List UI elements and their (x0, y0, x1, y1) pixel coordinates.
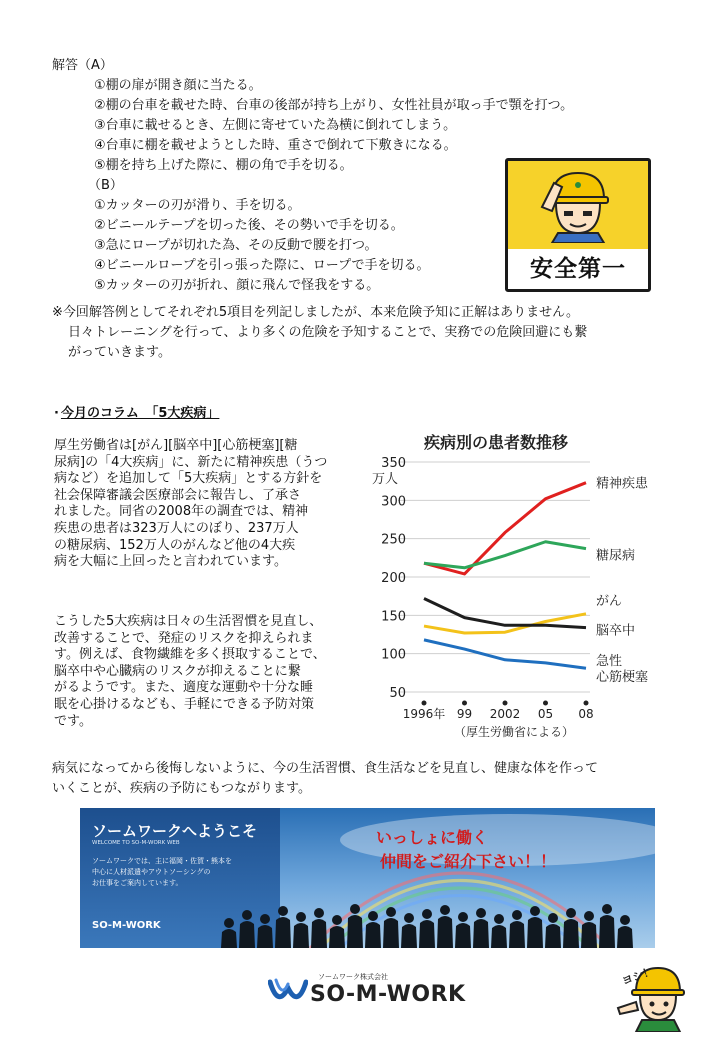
silhouette-head (584, 911, 594, 921)
silhouette-head (620, 915, 630, 925)
chart-x-tick-label: 05 (537, 707, 554, 721)
chart-series-label: がん (596, 593, 623, 609)
note-line-3: がっていきます。 (68, 345, 171, 360)
chart-series-label: 急性 (596, 654, 623, 670)
answer-a-item-5: ⑤棚を持ち上げた際に、棚の角で手を切る。 (94, 158, 353, 173)
column-p1-line: 厚生労働省は[がん][脳卒中][心筋梗塞][糖 (54, 438, 298, 453)
note-line-2: 日々トレーニングを行って、より多くの危険を予知することで、実務での危険回避にも繋 (68, 325, 588, 340)
banner-subtitle: WELCOME TO SO-M-WORK WEB (92, 840, 180, 846)
silhouette-head (566, 908, 576, 918)
chart-x-tick-dot (584, 701, 589, 706)
answer-a-item-4: ④台車に棚を載せようとした時、重さで倒れて下敷きになる。 (94, 138, 457, 153)
silhouette-head (548, 913, 558, 923)
silhouette-body (419, 920, 435, 948)
chart-x-tick-dot (422, 701, 427, 706)
recruit-banner[interactable] (80, 808, 655, 948)
silhouette-head (422, 909, 432, 919)
column-p2-line: す。例えば、食物繊維を多く摂取することで、 (54, 647, 326, 663)
answer-b-item-3: ③急にロープが切れた為、その反動で腰を打つ。 (94, 238, 378, 253)
chart-y-tick-label: 350 (381, 456, 406, 471)
column-paragraph-1 (54, 438, 327, 571)
silhouette-body (401, 924, 417, 948)
column-paragraph-2 (54, 614, 326, 730)
chart-x-tick-dot (543, 701, 548, 706)
silhouette-head (494, 914, 504, 924)
answer-title: 解答（A） (52, 58, 113, 73)
answer-b-title: （B） (88, 178, 123, 193)
chart-series-line-2 (424, 542, 586, 568)
pointing-mascot-icon (612, 962, 692, 1032)
silhouette-body (275, 917, 291, 948)
silhouette-head (512, 910, 522, 920)
silhouette-head (260, 914, 270, 924)
column-p1-line: の糖尿病、152万人のがんなど他の4大疾 (54, 537, 296, 553)
column-p2-line: 脳卒中や心臓病のリスクが抑えることに繋 (54, 663, 301, 679)
silhouette-body (347, 915, 363, 948)
chart-series-label: 精神疾患 (596, 476, 649, 492)
column-p2-line: です。 (54, 713, 92, 729)
silhouette-body (599, 915, 615, 948)
chart-x-tick-dot (462, 701, 467, 706)
silhouette-body (293, 923, 309, 948)
chart-source: （厚生労働省による） (454, 725, 575, 739)
silhouette-head (440, 905, 450, 915)
note-line-1: ※今回解答例としてそれぞれ5項目を列記しましたが、本来危険予知に正解はありません。 (52, 305, 579, 320)
silhouette-head (350, 904, 360, 914)
chart-series-line-1 (424, 483, 586, 574)
chart-title: 疾病別の患者数推移 (424, 433, 569, 452)
silhouette-body (455, 923, 471, 948)
column-p1-line: 尿病]の「4大疾病」に、新たに精神疾患（うつ (54, 454, 328, 470)
chart-x-tick-label: 2002 (489, 707, 521, 721)
silhouette-head (404, 913, 414, 923)
silhouette-head (242, 910, 252, 920)
silhouette-head (476, 908, 486, 918)
column-p2-line: がるようです。また、適度な運動や十分な睡 (54, 680, 313, 696)
chart-series-line-3 (424, 614, 586, 633)
column-p1-line: 病を大幅に上回ったと言われています。 (54, 554, 287, 570)
silhouette-head (296, 912, 306, 922)
silhouette-head (314, 908, 324, 918)
safety-first-label: 安全第一 (516, 253, 640, 285)
chart-x-tick-label: 1996年 (402, 707, 446, 721)
silhouette-head (368, 911, 378, 921)
chart-y-tick-label: 50 (389, 686, 406, 701)
answer-b-item-5: ⑤カッターの刃が折れ、顔に飛んで怪我をする。 (94, 278, 380, 293)
people-silhouettes-image (80, 808, 655, 948)
silhouette-body (257, 925, 273, 948)
answer-b-item-4: ④ビニールロープを引っ張った際に、ロープで手を切る。 (94, 258, 430, 273)
column-p1-line: れました。同省の2008年の調査では、精神 (54, 504, 309, 520)
chart-y-tick-label: 100 (381, 647, 406, 663)
chart-x-tick-label: 99 (456, 707, 473, 721)
company-name-small: ソームワーク株式会社 (318, 973, 388, 981)
chart-y-tick-label: 200 (381, 571, 406, 586)
silhouette-body (473, 919, 489, 948)
column-heading-label: 今月のコラム 「5大疾病」 (60, 406, 220, 421)
banner-catch-line-1: いっしょに働く (376, 828, 489, 847)
banner-title: ソームワークへようこそ (92, 822, 258, 840)
banner-logo: SO-M-WORK (92, 920, 161, 931)
silhouette-body (239, 921, 255, 948)
answer-b-item-1: ①カッターの刃が滑り、手を切る。 (94, 198, 301, 213)
column-p2-line: 眠を心掛けるなども、手軽にできる予防対策 (54, 696, 315, 712)
silhouette-body (311, 919, 327, 948)
chart-y-tick-label: 300 (381, 494, 406, 510)
silhouette-head (602, 904, 612, 914)
silhouette-body (329, 926, 345, 948)
closing-line-1: 病気になってから後悔しないように、今の生活習慣、食生活などを見直し、健康な体を作って (52, 761, 599, 776)
chart-y-tick-label: 250 (381, 532, 406, 548)
silhouette-head (530, 906, 540, 916)
chart-y-unit: 万人 (372, 472, 399, 487)
silhouette-body (491, 925, 507, 948)
banner-desc-line: 中心に人材派遣やアウトソーシングの (92, 868, 211, 876)
column-p2-line: こうした5大疾病は日々の生活習慣を見直し、 (54, 614, 323, 629)
silhouette-head (458, 912, 468, 922)
column-p1-line: 社会保障審議会医療部会に報告し、了承さ (54, 487, 302, 503)
chart-series-line-4 (424, 598, 586, 627)
company-name: SO-M-WORK (310, 982, 466, 1007)
silhouette-head (332, 915, 342, 925)
answer-a-item-2: ②棚の台車を載せた時、台車の後部が持ち上がり、女性社員が取っ手で顎を打つ。 (94, 98, 574, 113)
worker-saluting-icon (538, 167, 618, 243)
chart-series-label: 心筋梗塞 (596, 670, 649, 686)
silhouette-body (563, 919, 579, 948)
company-logo[interactable] (268, 972, 466, 1012)
company-logo-mark-icon (268, 978, 308, 1010)
safety-first-badge (505, 158, 651, 292)
column-heading (54, 402, 219, 421)
banner-desc-line: お仕事をご案内しています。 (92, 879, 183, 887)
banner-desc-line: ソームワークでは、主に福岡・佐賀・熊本を (92, 857, 232, 865)
mascot-bubble-text: ヨシ！ (620, 964, 656, 988)
answer-a-item-3: ③台車に載せるとき、左側に寄せていた為横に倒れてしまう。 (94, 118, 457, 133)
silhouette-body (581, 922, 597, 948)
silhouette-body (437, 916, 453, 948)
silhouette-body (221, 929, 237, 948)
column-heading-bullet: · (54, 406, 59, 421)
silhouette-body (527, 917, 543, 948)
chart-x-tick-dot (503, 701, 508, 706)
chart-x-tick-label: 08 (578, 707, 594, 721)
chart-series-label: 脳卒中 (596, 623, 636, 639)
silhouette-body (509, 921, 525, 948)
silhouette-head (224, 918, 234, 928)
silhouette-body (545, 924, 561, 948)
silhouette-head (386, 907, 396, 917)
silhouette-body (365, 922, 381, 948)
silhouette-head (278, 906, 288, 916)
banner-catch-line-2: 仲間をご紹介下さい！！ (380, 852, 557, 871)
chart-y-tick-label: 150 (381, 609, 406, 625)
silhouette-body (383, 918, 399, 948)
column-p2-line: 改善することで、発症のリスクを抑えられま (54, 630, 314, 646)
column-p1-line: 疾患の患者は323万人にのぼり、237万人 (54, 520, 299, 536)
column-p1-line: 病など）を追加して「5大疾病」とする方針を (54, 471, 323, 487)
answer-a-item-1: ①棚の扉が開き顔に当たる。 (94, 78, 262, 93)
closing-line-2: いくことが、疾病の予防にもつながります。 (52, 781, 311, 796)
chart-series-label: 糖尿病 (596, 548, 636, 564)
silhouette-body (617, 926, 633, 948)
disease-patients-chart (360, 428, 690, 748)
answer-b-item-2: ②ビニールテープを切った後、その勢いで手を切る。 (94, 218, 404, 233)
